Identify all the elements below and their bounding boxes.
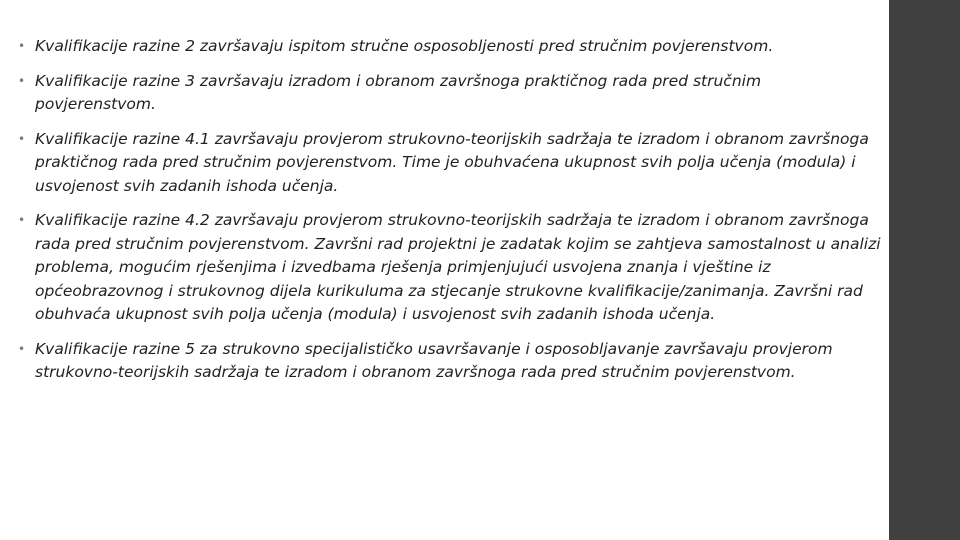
- list-item-text: Kvalifikacije razine 5 za strukovno specijalističko usavršavanje i osposobljavanje završavaju provjerom strukovno-teorijskih sadržaja te izradom i obranom završnoga rada pred stručnim povjerenstvom.: [35, 339, 833, 381]
- bullet-icon: •: [18, 39, 26, 53]
- bullet-icon: •: [18, 341, 26, 356]
- bullet-icon: •: [18, 73, 26, 88]
- list-item: [17, 338, 882, 385]
- side-bar: [889, 0, 960, 540]
- list-item: [17, 209, 882, 327]
- list-item-text: Kvalifikacije razine 3 završavaju izradom i obranom završnoga praktičnog rada pred stručnim povjerenstvom.: [35, 71, 762, 113]
- bullet-list: [17, 35, 882, 396]
- list-item-text: Kvalifikacije razine 2 završavaju ispitom stručne osposobljenosti pred stručnim povjerenstvom.: [35, 37, 774, 55]
- list-item: [17, 35, 882, 59]
- list-item: [17, 70, 882, 117]
- list-item-text: Kvalifikacije razine 4.2 završavaju provjerom strukovno-teorijskih sadržaja te izradom i obranom završnoga rada pred stručnim povjerenstvom. Završni rad projektni je zadatak kojim se zahtjeva samostalnost u analizi problema, mogućim rješenjima i izvedbama rješenja primjenjujući usvojena znanja i vještine iz općeobrazovnog i strukovnog dijela kurikuluma za stjecanje strukovne kvalifikacije/zanimanja. Završni rad obuhvaća ukupnost svih polja učenja (modula) i usvojenost svih zadanih ishoda učenja.: [35, 211, 881, 323]
- bullet-icon: •: [18, 131, 26, 146]
- list-item-text: Kvalifikacije razine 4.1 završavaju provjerom strukovno-teorijskih sadržaja te izradom i obranom završnoga praktičnog rada pred stručnim povjerenstvom. Time je obuhvaćena ukupnost svih polja učenja (modula) i usvojenost svih zadanih ishoda učenja.: [35, 129, 869, 195]
- list-item: [17, 128, 882, 199]
- bullet-icon: •: [18, 213, 26, 227]
